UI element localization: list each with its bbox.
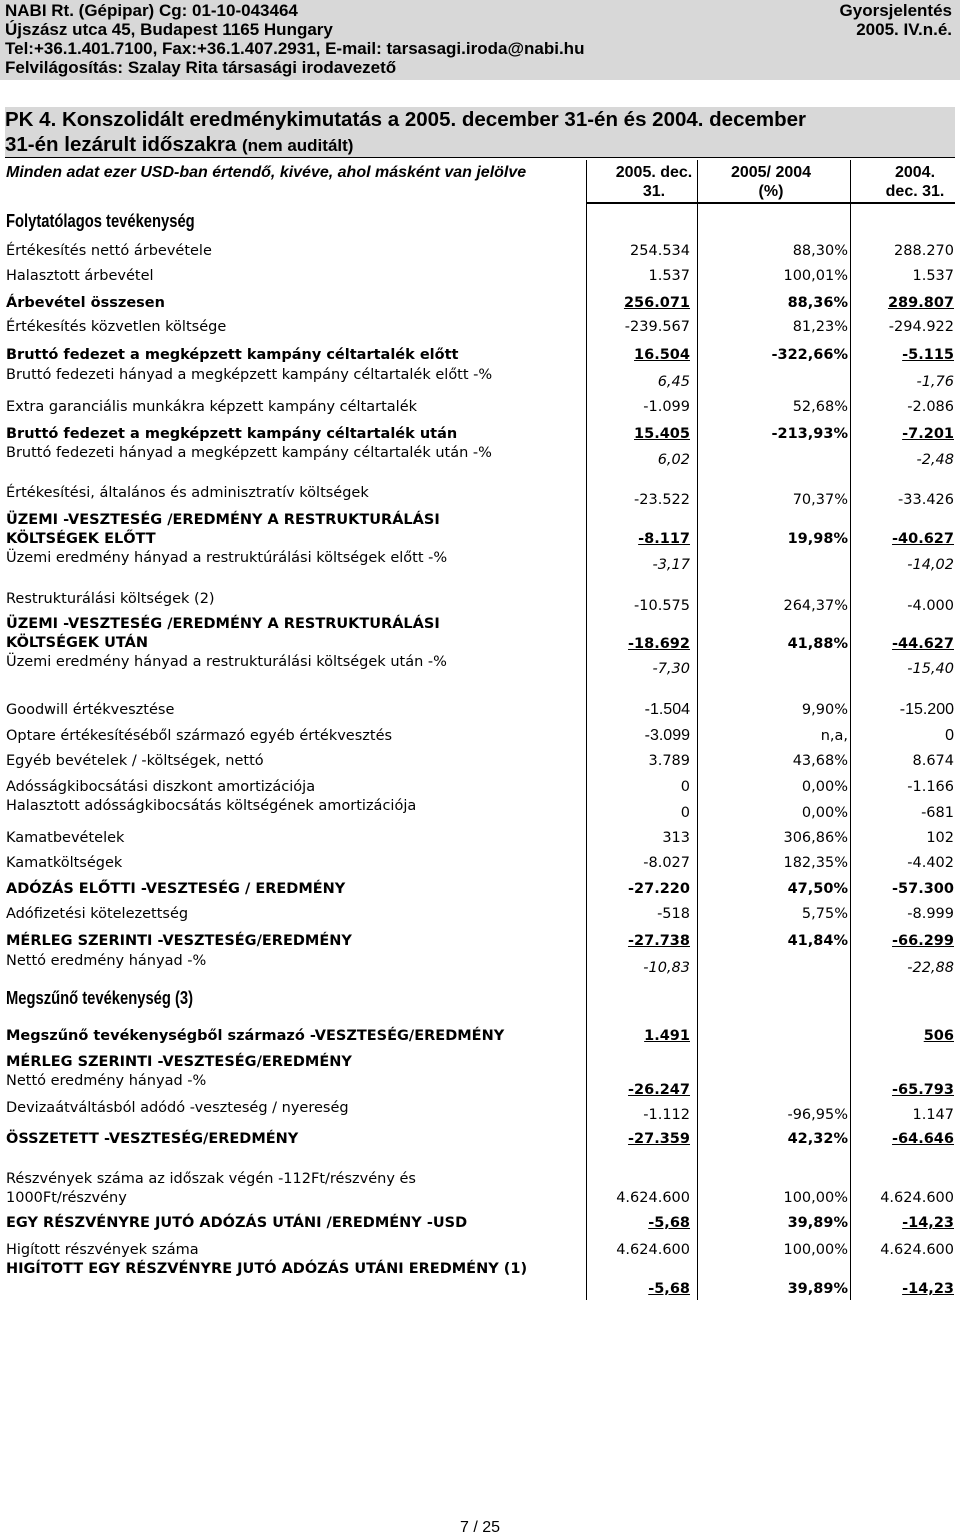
row-label: MÉRLEG SZERINTI -VESZTESÉG/EREDMÉNY bbox=[6, 933, 352, 949]
title-line-2-wrap bbox=[5, 132, 955, 158]
value-change: 52,68% bbox=[792, 399, 848, 415]
value-2005: 254.534 bbox=[630, 243, 690, 259]
value-change: 41,84% bbox=[787, 933, 848, 949]
value-2004: -4.000 bbox=[907, 598, 954, 614]
value-2004: -66.299 bbox=[892, 933, 954, 949]
value-change: 0,00% bbox=[801, 779, 848, 795]
row-label: MÉRLEG SZERINTI -VESZTESÉG/EREDMÉNY bbox=[6, 1054, 352, 1070]
value-change: -213,93% bbox=[771, 426, 848, 442]
value-2005: -27.359 bbox=[628, 1131, 690, 1147]
row-label: Goodwill értékvesztése bbox=[6, 702, 175, 718]
row-label: ADÓZÁS ELŐTTI -VESZTESÉG / EREDMÉNY bbox=[6, 881, 346, 897]
value-2004: -22,88 bbox=[907, 960, 954, 976]
value-2005: 313 bbox=[662, 830, 690, 846]
value-2005: 15.405 bbox=[634, 426, 690, 442]
value-2004: -1.166 bbox=[907, 779, 954, 795]
value-2005: 4.624.600 bbox=[616, 1242, 690, 1258]
value-2004: 506 bbox=[923, 1028, 954, 1044]
value-2005: -10,83 bbox=[643, 960, 690, 976]
row-label: Kamatköltségek bbox=[6, 855, 123, 871]
col-header-2005: 2005. dec. 31. bbox=[615, 164, 693, 200]
value-change: -96,95% bbox=[787, 1107, 848, 1123]
row-label: ÖSSZETETT -VESZTESÉG/EREDMÉNY bbox=[6, 1131, 299, 1147]
row-label: Bruttó fedezeti hányad a megképzett kampány céltartalék előtt -% bbox=[6, 367, 493, 383]
page-number: 7 / 25 bbox=[459, 1519, 501, 1536]
address-line: Újszász utca 45, Budapest 1165 Hungary bbox=[5, 20, 333, 39]
value-change: 88,36% bbox=[787, 295, 848, 311]
value-2005: -5,68 bbox=[648, 1281, 690, 1297]
value-2005: -27.220 bbox=[628, 881, 690, 897]
company-line: NABI Rt. (Gépipar) Cg: 01-10-043464 bbox=[5, 1, 298, 20]
report-period: 2005. IV.n.é. bbox=[856, 20, 952, 39]
row-label: Higított részvények száma bbox=[6, 1242, 199, 1258]
value-2004: 4.624.600 bbox=[880, 1190, 954, 1206]
value-2004: 8.674 bbox=[912, 753, 954, 769]
value-change: 264,37% bbox=[783, 598, 848, 614]
row-label: Bruttó fedezeti hányad a megképzett kampány céltartalék után -% bbox=[6, 445, 492, 461]
value-2005: 6,45 bbox=[657, 374, 690, 390]
value-2004: 1.537 bbox=[912, 268, 954, 284]
value-2004: -1,76 bbox=[916, 374, 954, 390]
value-change: 39,89% bbox=[787, 1215, 848, 1231]
row-label: Extra garanciális munkákra képzett kampány céltartalék bbox=[6, 399, 418, 415]
value-2004: 1.147 bbox=[912, 1107, 954, 1123]
audit-note: (nem auditált) bbox=[242, 136, 354, 155]
value-change: 100,00% bbox=[783, 1190, 848, 1206]
row-label: HIGÍTOTT EGY RÉSZVÉNYRE JUTÓ ADÓZÁS UTÁNI EREDMÉNY (1) bbox=[6, 1261, 528, 1277]
value-2005: 256.071 bbox=[623, 295, 690, 311]
value-2005: -1.112 bbox=[643, 1107, 690, 1123]
value-2005: -239.567 bbox=[624, 319, 690, 335]
value-2004: -14,02 bbox=[907, 557, 954, 573]
value-2005: -26.247 bbox=[628, 1082, 690, 1098]
value-2005: 0 bbox=[680, 805, 690, 821]
value-2005: 16.504 bbox=[634, 347, 690, 363]
value-2005: 1.537 bbox=[648, 268, 690, 284]
value-change: 70,37% bbox=[792, 492, 848, 508]
value-2004: 102 bbox=[926, 830, 954, 846]
row-label: Értékesítés közvetlen költsége bbox=[6, 319, 227, 335]
value-change: 5,75% bbox=[801, 906, 848, 922]
value-change: 182,35% bbox=[783, 855, 848, 871]
title-line-1: PK 4. Konszolidált eredménykimutatás a 2005. december 31-én és 2004. december bbox=[5, 108, 807, 131]
value-2004: 288.270 bbox=[894, 243, 954, 259]
value-change: -322,66% bbox=[771, 347, 848, 363]
value-2005: 1.491 bbox=[644, 1028, 690, 1044]
value-2005: -5,68 bbox=[648, 1215, 690, 1231]
value-2005: -27.738 bbox=[628, 933, 690, 949]
header-rule bbox=[587, 202, 955, 204]
value-2005: -3,17 bbox=[652, 557, 690, 573]
value-change: 43,68% bbox=[792, 753, 848, 769]
row-label: Üzemi eredmény hányad a restrukturálási költségek után -% bbox=[6, 654, 447, 670]
value-2005: -7,30 bbox=[652, 661, 690, 677]
value-2005: -518 bbox=[657, 906, 690, 922]
value-2004: -57.300 bbox=[892, 881, 954, 897]
row-label: Bruttó fedezet a megképzett kampány céltartalék után bbox=[6, 426, 458, 442]
row-label: ÜZEMI -VESZTESÉG /EREDMÉNY A RESTRUKTURÁLÁSI KÖLTSÉGEK ELŐTT bbox=[6, 512, 440, 547]
row-label: Nettó eredmény hányad -% bbox=[6, 953, 207, 969]
value-change: 39,89% bbox=[787, 1281, 848, 1297]
row-label: Adósságkibocsátási diszkont amortizációja bbox=[6, 779, 316, 795]
value-2005: -10.575 bbox=[634, 598, 690, 614]
row-label: Bruttó fedezet a megképzett kampány céltartalék előtt bbox=[6, 347, 459, 363]
value-2004: -2.086 bbox=[907, 399, 954, 415]
value-change: 41,88% bbox=[787, 636, 848, 652]
value-2005: -1.099 bbox=[643, 399, 690, 415]
row-label: Üzemi eredmény hányad a restruktúrálási költségek előtt -% bbox=[6, 550, 448, 566]
value-2004: -44.627 bbox=[892, 636, 954, 652]
value-2004: -15,40 bbox=[907, 661, 954, 677]
row-label: Nettó eredmény hányad -% bbox=[6, 1073, 207, 1089]
value-2004: -7.201 bbox=[902, 426, 954, 442]
value-2005: -1.504 bbox=[644, 701, 690, 718]
value-2005: -23.522 bbox=[634, 492, 690, 508]
value-2004: -40.627 bbox=[892, 531, 954, 547]
value-2005: 3.789 bbox=[648, 753, 690, 769]
row-label: Halasztott árbevétel bbox=[6, 268, 154, 284]
value-change: 100,00% bbox=[783, 1242, 848, 1258]
value-2004: -64.646 bbox=[892, 1131, 954, 1147]
column-divider bbox=[586, 160, 587, 1300]
value-2004: -8.999 bbox=[907, 906, 954, 922]
row-label: Restrukturálási költségek (2) bbox=[6, 591, 215, 607]
report-type: Gyorsjelentés bbox=[839, 1, 952, 20]
row-label: Árbevétel összesen bbox=[6, 295, 165, 311]
value-change: 9,90% bbox=[801, 702, 848, 718]
value-2004: 289.807 bbox=[887, 295, 954, 311]
page-title bbox=[5, 107, 955, 158]
value-2004: -14,23 bbox=[902, 1215, 954, 1231]
column-divider bbox=[697, 160, 698, 1300]
row-label: Kamatbevételek bbox=[6, 830, 125, 846]
row-label: Halasztott adósságkibocsátás költségének amortizációja bbox=[6, 798, 417, 814]
row-label: Értékesítés nettó árbevétele bbox=[6, 243, 212, 259]
value-2004: -5.115 bbox=[902, 347, 954, 363]
value-change: 47,50% bbox=[787, 881, 848, 897]
col-header-change: 2005/ 2004 (%) bbox=[730, 164, 812, 200]
row-label: Optare értékesítéséből származó egyéb értékvesztés bbox=[6, 728, 393, 744]
row-label: Egyéb bevételek / -költségek, nettó bbox=[6, 753, 264, 769]
row-label: Megszűnő tevékenységből származó -VESZTESÉG/EREDMÉNY bbox=[6, 1028, 505, 1044]
row-label: ÜZEMI -VESZTESÉG /EREDMÉNY A RESTRUKTURÁLÁSI KÖLTSÉGEK UTÁN bbox=[6, 616, 440, 651]
value-2004: -33.426 bbox=[898, 492, 954, 508]
value-2005: -8.027 bbox=[643, 855, 690, 871]
row-label: Devizaátváltásból adódó -veszteség / nyereség bbox=[6, 1100, 349, 1116]
value-2005: 6,02 bbox=[657, 452, 690, 468]
row-label: Értékesítési, általános és adminisztratív költségek bbox=[6, 485, 369, 501]
value-change: 88,30% bbox=[792, 243, 848, 259]
row-label: Adófizetési kötelezettség bbox=[6, 906, 189, 922]
value-2005: 0 bbox=[680, 779, 690, 795]
contact-line: Tel:+36.1.401.7100, Fax:+36.1.407.2931, E-mail: tarsasagi.iroda@nabi.hu bbox=[5, 39, 585, 58]
section-continuing: Folytatólagos tevékenység bbox=[6, 211, 195, 231]
value-change: 100,01% bbox=[783, 268, 848, 284]
value-2004: -65.793 bbox=[892, 1082, 954, 1098]
contact-person-line: Felvilágosítás: Szalay Rita társasági irodavezető bbox=[5, 58, 397, 77]
value-change: 306,86% bbox=[783, 830, 848, 846]
row-label: Részvények száma az időszak végén -112Ft/részvény és 1000Ft/részvény bbox=[6, 1171, 416, 1206]
section-discontinued: Megszűnő tevékenység (3) bbox=[6, 988, 194, 1008]
value-2004: -294.922 bbox=[888, 319, 954, 335]
value-change: 19,98% bbox=[787, 531, 848, 547]
value-2005: 4.624.600 bbox=[616, 1190, 690, 1206]
value-2005: -8.117 bbox=[638, 531, 690, 547]
value-2004: -681 bbox=[921, 805, 954, 821]
value-2005: -3.099 bbox=[644, 727, 690, 744]
col-header-2004: 2004. dec. 31. bbox=[885, 164, 945, 200]
value-2004: -14,23 bbox=[902, 1281, 954, 1297]
value-change: n,a, bbox=[820, 728, 848, 744]
value-2004: -2,48 bbox=[916, 452, 954, 468]
value-2005: -18.692 bbox=[628, 636, 690, 652]
row-label: EGY RÉSZVÉNYRE JUTÓ ADÓZÁS UTÁNI /EREDMÉNY -USD bbox=[6, 1215, 468, 1231]
value-2004: 0 bbox=[945, 727, 954, 744]
document-header bbox=[0, 0, 960, 80]
title-line-2: 31-én lezárult időszakra bbox=[5, 133, 237, 156]
value-change: 81,23% bbox=[792, 319, 848, 335]
value-2004: 4.624.600 bbox=[880, 1242, 954, 1258]
value-2004: -4.402 bbox=[907, 855, 954, 871]
value-change: 42,32% bbox=[787, 1131, 848, 1147]
value-change: 0,00% bbox=[801, 805, 848, 821]
value-2004: -15.200 bbox=[899, 701, 954, 718]
column-divider bbox=[850, 160, 851, 1300]
unit-note: Minden adat ezer USD-ban értendő, kivéve, ahol másként van jelölve bbox=[6, 164, 527, 181]
